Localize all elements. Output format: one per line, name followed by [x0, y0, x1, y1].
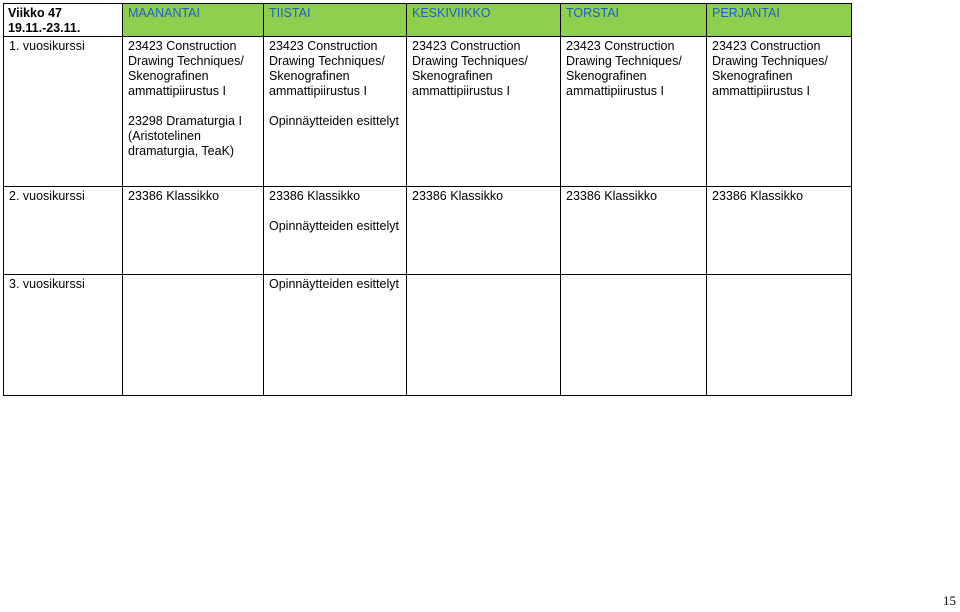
thesis-presentations: Opinnäytteiden esittelyt	[269, 219, 399, 233]
thesis-presentations: Opinnäytteiden esittelyt	[269, 114, 399, 128]
week-dates: 19.11.-23.11.	[8, 21, 81, 35]
course-dramaturgia: 23298 Dramaturgia I (Aristotelinen dramaturgia, TeaK)	[128, 114, 242, 158]
day-header-friday: PERJANTAI	[707, 4, 852, 37]
cell-year-2-wednesday: 23386 Klassikko	[407, 187, 561, 275]
header-row	[4, 4, 852, 37]
cell-year-2-friday: 23386 Klassikko	[707, 187, 852, 275]
week-number: Viikko 47	[8, 6, 62, 20]
cell-year-1-thursday: 23423 Construction Drawing Techniques/ Skenografinen ammattipiirustus I	[561, 37, 707, 187]
row-label-year-1: 1. vuosikurssi	[4, 37, 123, 187]
row-label-year-2: 2. vuosikurssi	[4, 187, 123, 275]
table-row-year-1	[4, 37, 852, 187]
cell-year-1-wednesday: 23423 Construction Drawing Techniques/ Skenografinen ammattipiirustus I	[407, 37, 561, 187]
day-header-tuesday: TIISTAI	[264, 4, 407, 37]
page-number: 15	[943, 593, 956, 608]
cell-year-3-monday	[123, 275, 264, 396]
cell-year-2-tuesday: 23386 Klassikko Opinnäytteiden esittelyt	[264, 187, 407, 275]
cell-year-2-thursday: 23386 Klassikko	[561, 187, 707, 275]
cell-year-3-thursday	[561, 275, 707, 396]
cell-year-1-friday: 23423 Construction Drawing Techniques/ Skenografinen ammattipiirustus I	[707, 37, 852, 187]
cell-year-3-wednesday	[407, 275, 561, 396]
week-header	[4, 4, 123, 37]
cell-year-2-monday: 23386 Klassikko	[123, 187, 264, 275]
day-header-monday: MAANANTAI	[123, 4, 264, 37]
weekly-schedule-table	[3, 3, 852, 396]
table-row-year-2	[4, 187, 852, 275]
table-row-year-3	[4, 275, 852, 396]
day-header-wednesday: KESKIVIIKKO	[407, 4, 561, 37]
cell-year-1-tuesday: 23423 Construction Drawing Techniques/ Skenografinen ammattipiirustus I Opinnäytteiden esittelyt	[264, 37, 407, 187]
row-label-year-3: 3. vuosikurssi	[4, 275, 123, 396]
cell-year-3-tuesday: Opinnäytteiden esittelyt	[264, 275, 407, 396]
cell-year-3-friday	[707, 275, 852, 396]
day-header-thursday: TORSTAI	[561, 4, 707, 37]
cell-year-1-monday: 23423 Construction Drawing Techniques/ Skenografinen ammattipiirustus I 23298 Dramaturgia I (Aristotelinen dramaturgia, TeaK)	[123, 37, 264, 187]
